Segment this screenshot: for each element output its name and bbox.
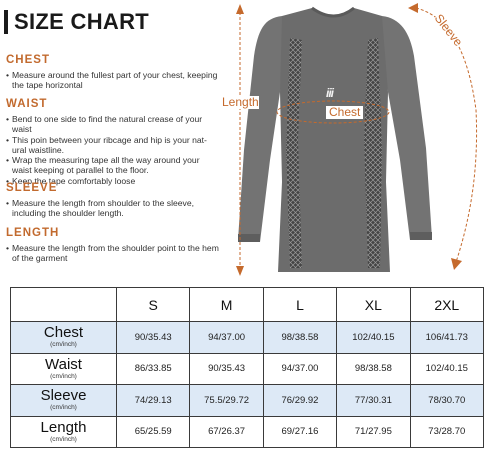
table-row xyxy=(11,353,484,385)
row-unit: (cm/inch) xyxy=(50,404,77,412)
sleeve-heading: SLEEVE xyxy=(6,182,58,194)
sleeve-arrow-top xyxy=(408,3,418,13)
sleeve-label: Sleeve xyxy=(431,11,466,49)
row-name: Chest xyxy=(43,324,84,342)
table-cell: 102/40.15 xyxy=(410,353,483,385)
length-guide xyxy=(6,227,220,264)
size-chart-header xyxy=(4,10,149,34)
chest-label: Chest xyxy=(326,106,363,119)
length-heading: LENGTH xyxy=(6,227,60,239)
waist-instruction: • This poin between your ribcage and hip is your nat-ural waistline. xyxy=(6,135,220,156)
row-label-cell xyxy=(11,353,117,385)
size-header: 2XL xyxy=(410,288,483,322)
table-cell: 77/30.31 xyxy=(337,385,410,417)
table-cell: 98/38.58 xyxy=(337,353,410,385)
table-cell: 98/38.58 xyxy=(263,322,336,354)
row-unit: (cm/inch) xyxy=(50,435,77,443)
waist-heading: WAIST xyxy=(6,98,48,110)
table-cell: 69/27.16 xyxy=(263,416,336,448)
size-header: L xyxy=(263,288,336,322)
length-arrow-top xyxy=(236,4,244,14)
sleeve-arrow-bottom xyxy=(451,258,462,270)
table-cell: 73/28.70 xyxy=(410,416,483,448)
right-cuff xyxy=(410,232,432,240)
table-cell: 94/37.00 xyxy=(263,353,336,385)
row-name: Length xyxy=(40,418,87,436)
table-cell: 76/29.92 xyxy=(263,385,336,417)
table-cell: 86/33.85 xyxy=(117,353,190,385)
table-cell: 90/35.43 xyxy=(117,322,190,354)
row-unit: (cm/inch) xyxy=(50,341,77,349)
length-instruction: • Measure the length from the shoulder point to the hem of the garment xyxy=(6,243,220,264)
sleeve-instruction: • Measure the length from shoulder to the sleeve, including the shoulder length. xyxy=(6,198,220,219)
waist-instruction: • Keep the tape comfortably loose xyxy=(6,176,220,186)
right-sleeve-shape xyxy=(380,16,432,240)
table-row xyxy=(11,322,484,354)
title-accent-bar xyxy=(4,10,8,34)
table-cell: 67/26.37 xyxy=(190,416,263,448)
waist-guide xyxy=(6,98,220,186)
size-table xyxy=(10,287,484,448)
table-cell: 75.5/29.72 xyxy=(190,385,263,417)
waist-instruction: • Wrap the measuring tape all the way around your waist keeping ot parallel to the floor. xyxy=(6,155,220,176)
chest-guide xyxy=(6,54,220,91)
row-unit: (cm/inch) xyxy=(50,372,77,380)
table-cell: 90/35.43 xyxy=(190,353,263,385)
row-name: Sleeve xyxy=(40,387,87,405)
table-cell: 74/29.13 xyxy=(117,385,190,417)
size-header: M xyxy=(190,288,263,322)
table-cell: 78/30.70 xyxy=(410,385,483,417)
table-cell: 94/37.00 xyxy=(190,322,263,354)
chest-instruction: • Measure around the fullest part of your chest, keeping the tape horizontal xyxy=(6,70,220,91)
table-cell: 65/25.59 xyxy=(117,416,190,448)
chest-heading: CHEST xyxy=(6,54,50,66)
left-cuff xyxy=(238,234,260,242)
table-cell: 106/41.73 xyxy=(410,322,483,354)
table-header-row xyxy=(11,288,484,322)
table-corner-cell xyxy=(11,288,117,322)
size-header: XL xyxy=(337,288,410,322)
row-label-cell xyxy=(11,322,117,354)
row-name: Waist xyxy=(45,355,82,373)
table-cell: 102/40.15 xyxy=(337,322,410,354)
shirt-diagram xyxy=(218,0,488,282)
waist-instruction: • Bend to one side to find the natural crease of your waist xyxy=(6,114,220,135)
sleeve-guide xyxy=(6,182,220,219)
row-label-cell xyxy=(11,385,117,417)
shirt-illustration xyxy=(218,0,488,282)
left-sleeve-shape xyxy=(238,16,288,242)
table-row xyxy=(11,416,484,448)
length-arrow-bottom xyxy=(236,266,244,276)
table-cell: 71/27.95 xyxy=(337,416,410,448)
size-header: S xyxy=(117,288,190,322)
page-title: SIZE CHART xyxy=(14,9,149,34)
table-row xyxy=(11,385,484,417)
length-label: Length xyxy=(222,95,259,109)
brand-logo-icon: iii xyxy=(326,86,334,100)
row-label-cell xyxy=(11,416,117,448)
